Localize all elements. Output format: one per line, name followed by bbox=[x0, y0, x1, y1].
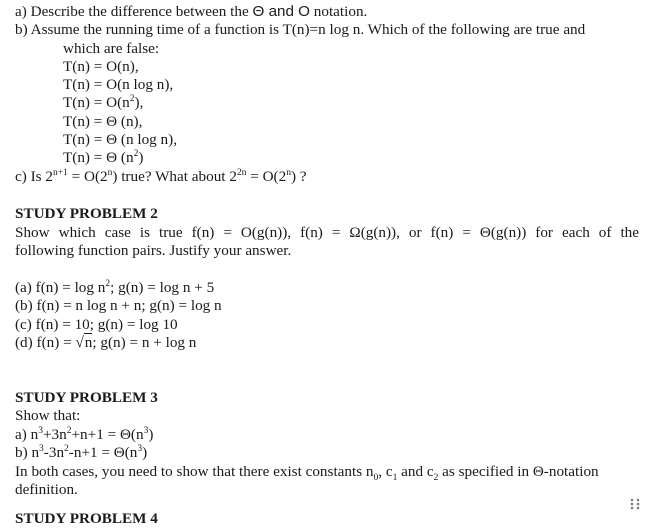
part-b-line1: b) Assume the running time of a function is T(n)=n log n. Which of the following are true and bbox=[15, 21, 586, 38]
statement-item: T(n) = Θ (n), bbox=[63, 113, 143, 130]
drag-handle-icon[interactable] bbox=[620, 492, 650, 516]
part-a-suffix: notation. bbox=[309, 3, 368, 20]
problem-2-intro-line2: following function pairs. Justify your answer. bbox=[15, 242, 292, 259]
function-pair-d: (d) f(n) = √n; g(n) = n + log n bbox=[15, 334, 197, 351]
function-pair-c: (c) f(n) = 10; g(n) = log 10 bbox=[15, 316, 178, 333]
statement-item: T(n) = O(n), bbox=[63, 58, 139, 75]
part-a-line bbox=[15, 3, 367, 21]
problem-3-note-line2: definition. bbox=[15, 481, 78, 498]
problem-2-heading: STUDY PROBLEM 2 bbox=[15, 205, 158, 222]
problem-3-heading: STUDY PROBLEM 3 bbox=[15, 389, 158, 406]
problem-4-heading: STUDY PROBLEM 4 bbox=[15, 510, 158, 527]
part-a-prefix: a) Describe the difference between the bbox=[15, 3, 253, 20]
statement-item: T(n) = Θ $(n^2)$ bbox=[63, 148, 144, 166]
equation-a: a) $n^3+3n^2+n+1 = \Theta(n^3)$ bbox=[15, 425, 154, 443]
problem-2-intro-line1: Show which case is true f(n) = O(g(n)), f(n) = Ω(g(n)), or f(n) = Θ(g(n)) for each of the bbox=[15, 224, 639, 241]
drag-handle-glyph-icon bbox=[628, 497, 642, 511]
equation-b: b) $n^3-3n^2-n+1 = \Theta(n^3)$ bbox=[15, 443, 148, 461]
theta-symbol: Θ bbox=[252, 3, 265, 20]
big-o-symbol: O bbox=[298, 3, 310, 20]
part-b-line2: which are false: bbox=[63, 40, 160, 57]
and-word: and bbox=[264, 3, 299, 20]
problem-3-show: Show that: bbox=[15, 407, 81, 424]
statement-item: $T(n) = O(n^2)$, bbox=[63, 93, 144, 111]
function-pair-a: (a) $f(n) = \log n^2$; g(n) = log n + 5 bbox=[15, 278, 215, 296]
function-pair-b: (b) f(n) = n log n + n; g(n) = log n bbox=[15, 297, 222, 314]
sqrt-symbol: √ bbox=[75, 334, 84, 351]
statement-item: T(n) = Θ (n log n), bbox=[63, 131, 178, 148]
statement-item: T(n) = O(n log n), bbox=[63, 76, 174, 93]
problem-3-note-line1: In both cases, you need to show that there exist constants $n_0$, $c_1$ and $c_2$ as specified in Θ-notation bbox=[15, 463, 599, 484]
part-c-line: c) Is $2^{n+1} = O(2^n)$ true? What about $2^{2n} = O(2^n)$ ? bbox=[15, 167, 307, 185]
